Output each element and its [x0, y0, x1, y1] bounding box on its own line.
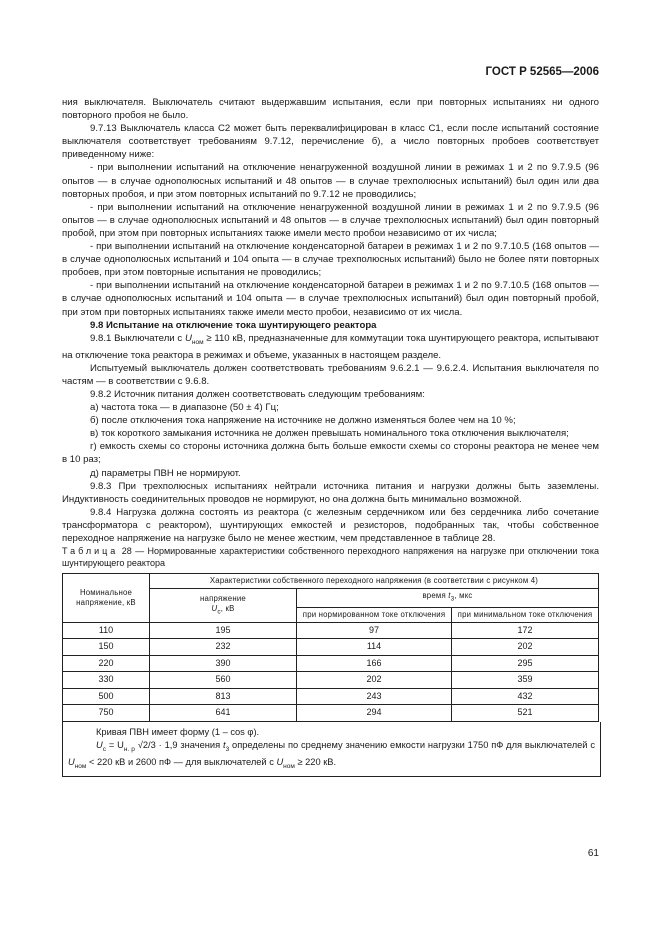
column-header: время $t_3$, мкс [297, 589, 599, 608]
table-row [63, 622, 599, 639]
list-item: - при выполнении испытаний на отключение конденсаторной батареи в режимах 1 и 2 по 9.7.10.5 (168 опытов — в случае однополюсных испытаний и 104 опыта — в случае трехполюсных испытаний) был один повторный пробой, при этом при повторных испытаниях также имели место пробои, независимо от их числа. [62, 280, 599, 318]
table-cell: 813 [150, 688, 297, 705]
list-item: - при выполнении испытаний на отключение ненагруженной воздушной линии в режимах 1 и 2 по 9.7.9.5 (96 опытов — в случае однополюсных испытаний и 48 опытов — в случае трехполюсных испытаний) был один или два повторных пробоя, и при этом повторных испытаний по 9.7.12 не проводились; [62, 162, 599, 200]
paragraph: 9.8.3 При трехполюсных испытаниях нейтрали источника питания и нагрузки должны быть заземлены. Индуктивность соединительных проводов не нормируют, но она должна быть минимально возможной. [62, 480, 599, 505]
table-row [63, 672, 599, 689]
table-notes [62, 722, 601, 778]
paragraph: 9.7.13 Выключатель класса С2 может быть переквалифицирован в класс С1, если после испытаний состояние выключателя соответствует требованиям 9.7.12, перечисление б), а число повторных пробоев соответствует приведенному ниже: [62, 123, 599, 161]
table-cell: 295 [452, 655, 599, 672]
column-header: Номинальное напряжение, кВ [63, 574, 150, 623]
document-body [62, 96, 599, 777]
column-header: напряжение $U_c$, кВ [150, 589, 297, 623]
page-number: 61 [587, 848, 599, 859]
paragraph: 9.8.2 Источник питания должен соответствовать следующим требованиям: [90, 388, 425, 400]
table-caption: Таблица 28 — Нормированные характеристики собственного переходного напряжения на нагрузке при отключении тока шунтирующего реактора [62, 546, 599, 569]
list-item: г) емкость схемы со стороны источника должна быть больше емкости схемы со стороны реактора не менее чем в 10 раз; [62, 441, 599, 466]
table-cell: 202 [452, 639, 599, 656]
list-item: - при выполнении испытаний на отключение конденсаторной батареи в режимах 1 и 2 по 9.7.10.5 (168 опытов — в случае однополюсных испытаний и 104 опыта — в случае трехполюсных испытаний) было не более пяти повторных пробоев, при этом повторные испытания не проводились; [62, 241, 599, 279]
table-cell: 390 [150, 655, 297, 672]
note: Кривая ПВН имеет форму (1 – cos φ). [96, 726, 260, 737]
table-cell: 500 [63, 688, 150, 705]
list-item: д) параметры ПВН не нормируют. [90, 467, 241, 479]
table-cell: 560 [150, 672, 297, 689]
table-cell: 432 [452, 688, 599, 705]
list-item: в) ток короткого замыкания источника не должен превышать номинального тока отключения выключателя; [90, 428, 569, 440]
list-item: а) частота тока — в диапазоне (50 ± 4) Гц; [90, 402, 279, 414]
table-cell: 330 [63, 672, 150, 689]
table-cell: 232 [150, 639, 297, 656]
note: $U_c = U_{н. р}$ √2/3 · 1,9 значения $t_3$ определены по среднему значению емкости нагрузки 1750 пФ для выключателей с $U_{ном} < 220$ кВ и 2600 пФ — для выключателей с $U_{ном} \ge 220$ кВ. [68, 739, 595, 770]
table-cell: 243 [297, 688, 452, 705]
table-cell: 114 [297, 639, 452, 656]
table-cell: 97 [297, 622, 452, 639]
table-cell: 220 [63, 655, 150, 672]
table-cell: 202 [297, 672, 452, 689]
table-cell: 750 [63, 705, 150, 722]
table-cell: 150 [63, 639, 150, 656]
table-cell: 294 [297, 705, 452, 722]
table-28 [62, 573, 599, 722]
section-title: 9.8 Испытание на отключение тока шунтирующего реактора [90, 319, 377, 331]
table-row [63, 688, 599, 705]
paragraph: 9.8.4 Нагрузка должна состоять из реактора (с железным сердечником или без сердечника либо сочетание трансформатора с реактором), шунтирующих емкостей и резисторов, подобранных так, чтобы собственное переходное напряжение на нагрузке было не менее жестким, чем представленное в таблице 28. [62, 506, 599, 544]
table-cell: 641 [150, 705, 297, 722]
list-item: б) после отключения тока напряжение на источнике не должно изменяться более чем на 10 %; [90, 415, 516, 427]
paragraph: Испытуемый выключатель должен соответствовать требованиям 9.6.2.1 — 9.6.2.4. Испытания выключателя по частям — в соответствии с 9.6.8. [62, 362, 599, 387]
table-cell: 359 [452, 672, 599, 689]
table-cell: 195 [150, 622, 297, 639]
paragraph: 9.8.1 Выключатели с $U_{ном} \ge 110$ кВ, предназначенные для коммутации тока шунтирующего реактора, испытывают на отключение тока реактора в режимах и объеме, указанных в настоящем разделе. [62, 332, 599, 361]
table-row [63, 705, 599, 722]
table-row [63, 639, 599, 656]
table-cell: 110 [63, 622, 150, 639]
list-item: - при выполнении испытаний на отключение ненагруженной воздушной линии в режимах 1 и 2 по 9.7.9.5 (96 опытов — в случае однополюсных испытаний и 48 опытов — в случае трехполюсных испытаний) был один повторный пробой, при этом при повторных испытаниях также имели место пробои независимо от их числа; [62, 201, 599, 239]
paragraph: ния выключателя. Выключатель считают выдержавшим испытания, если при повторных испытаниях ни одного повторного пробоя не было. [62, 97, 599, 122]
table-row [63, 655, 599, 672]
table-cell: 166 [297, 655, 452, 672]
table-cell: 172 [452, 622, 599, 639]
column-header: при минимальном токе отключения [452, 607, 599, 622]
column-header-group: Характеристики собственного переходного напряжения (в соответствии с рисунком 4) [150, 574, 599, 589]
table-cell: 521 [452, 705, 599, 722]
document-code: ГОСТ Р 52565—2006 [485, 66, 599, 78]
column-header: при нормированном токе отключения [297, 607, 452, 622]
